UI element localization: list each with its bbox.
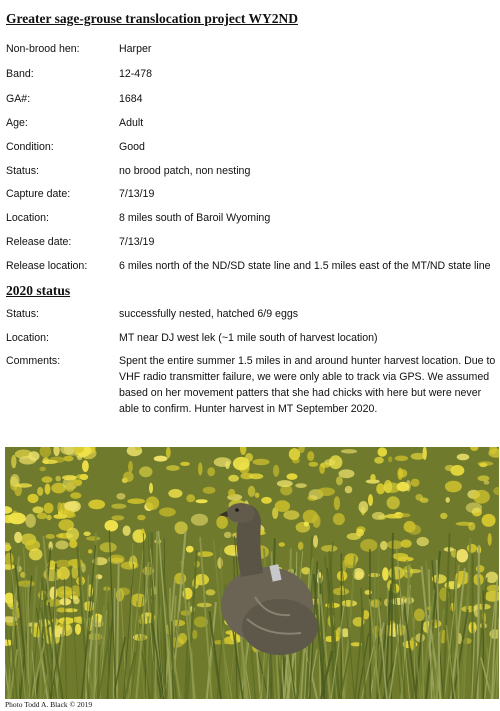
document-title: Greater sage-grouse translocation project WY2ND	[6, 11, 298, 26]
flower-cluster	[59, 533, 63, 537]
flower-cluster	[216, 516, 228, 529]
field-label: Capture date:	[6, 188, 71, 200]
flower-cluster	[473, 490, 490, 504]
flower-cluster	[168, 489, 182, 498]
flower-cluster	[139, 466, 152, 477]
flower-cluster	[58, 617, 74, 624]
flower-cluster	[317, 487, 335, 496]
flower-cluster	[378, 447, 388, 456]
flower-cluster	[457, 454, 470, 461]
field-value: successfully nested, hatched 6/9 eggs	[119, 308, 299, 320]
flower-cluster	[37, 487, 43, 496]
flower-cluster	[75, 624, 81, 635]
flower-cluster	[11, 455, 16, 468]
flower-cluster	[249, 473, 264, 479]
flower-cluster	[228, 489, 235, 497]
flower-cluster	[146, 496, 160, 510]
flower-cluster	[154, 456, 168, 462]
flower-cluster	[166, 465, 180, 471]
flower-cluster	[50, 587, 58, 600]
flower-cluster	[186, 546, 194, 553]
field-label: Release date:	[6, 236, 72, 248]
flower-cluster	[303, 510, 318, 524]
field-value: Good	[119, 141, 145, 153]
flower-cluster	[364, 590, 372, 595]
flower-cluster	[191, 514, 208, 526]
flower-cluster	[37, 513, 48, 520]
flower-cluster	[76, 474, 85, 479]
field-value: 8 miles south of Baroil Wyoming	[119, 212, 271, 224]
photo-credit: Photo Todd A. Black © 2019	[5, 700, 93, 709]
flower-cluster	[63, 456, 73, 462]
flower-cluster	[67, 513, 76, 517]
field-value: 6 miles north of the ND/SD state line and 1.5 miles east of the MT/ND state line	[119, 260, 491, 272]
flower-cluster	[70, 492, 81, 499]
flower-cluster	[198, 462, 202, 475]
field-label: GA#:	[6, 93, 31, 105]
flower-cluster	[77, 455, 82, 460]
flower-cluster	[64, 501, 78, 510]
flower-cluster	[440, 513, 447, 519]
flower-cluster	[397, 482, 410, 492]
flower-cluster	[217, 557, 222, 568]
flower-cluster	[62, 475, 77, 480]
field-label: Condition:	[6, 141, 54, 153]
flower-cluster	[105, 520, 119, 531]
flower-cluster	[88, 500, 105, 510]
flower-cluster	[248, 486, 256, 497]
flower-cluster	[196, 499, 208, 503]
flower-cluster	[8, 513, 26, 525]
flower-cluster	[57, 502, 62, 512]
flower-cluster	[370, 474, 375, 481]
flower-cluster	[141, 528, 145, 536]
flower-cluster	[42, 460, 58, 464]
flower-cluster	[478, 475, 490, 481]
flower-cluster	[192, 630, 197, 639]
flower-cluster	[333, 513, 345, 525]
flower-cluster	[42, 476, 53, 483]
flower-cluster	[57, 567, 70, 580]
flower-cluster	[228, 475, 239, 482]
field-label: Location:	[6, 332, 49, 344]
field-value: 7/13/19	[119, 188, 155, 200]
section-heading: 2020 status	[6, 283, 71, 298]
flower-cluster	[29, 548, 43, 560]
field-value: 1684	[119, 93, 143, 105]
field-value: MT near DJ west lek (~1 mile south of harvest location)	[119, 332, 378, 344]
flower-cluster	[207, 467, 215, 476]
flower-cluster	[88, 549, 93, 553]
flower-cluster	[277, 480, 293, 487]
flower-cluster	[195, 574, 209, 585]
grass-blade	[28, 584, 29, 699]
flower-cluster	[128, 461, 133, 473]
flower-cluster	[214, 457, 232, 467]
flower-cluster	[159, 507, 176, 516]
flower-cluster	[203, 487, 216, 494]
field-value: Spent the entire summer 1.5 miles in and around hunter harvest location. Due to VHF radio transmitter failure, we were only able to track via GPS. We assumed based on her movement patters that she had chicks with here but were never able to confirm. Hunter harvest in MT September 2020.	[119, 355, 496, 415]
flower-cluster	[66, 528, 79, 542]
field-value: 7/13/19	[119, 236, 155, 248]
flower-cluster	[388, 456, 392, 462]
flower-cluster	[149, 483, 153, 494]
flower-cluster	[387, 496, 400, 509]
flower-cluster	[404, 521, 416, 533]
flower-cluster	[341, 449, 357, 453]
flower-cluster	[137, 515, 145, 521]
flower-cluster	[166, 447, 171, 458]
flower-cluster	[368, 494, 373, 506]
flower-cluster	[55, 476, 61, 482]
flower-cluster	[298, 542, 304, 550]
flower-cluster	[127, 498, 145, 504]
field-label: Age:	[6, 117, 28, 129]
flower-cluster	[345, 486, 353, 493]
flower-cluster	[28, 451, 39, 461]
flower-cluster	[287, 473, 298, 480]
flower-cluster	[261, 497, 272, 504]
flower-cluster	[387, 540, 403, 549]
flower-cluster	[224, 532, 232, 538]
flower-cluster	[479, 463, 487, 467]
field-value: Harper	[119, 43, 152, 55]
flower-cluster	[289, 448, 300, 460]
flower-cluster	[111, 515, 124, 520]
flower-cluster	[28, 494, 39, 503]
flower-cluster	[283, 510, 299, 520]
flower-cluster	[14, 532, 22, 543]
flower-cluster	[411, 453, 426, 460]
flower-cluster	[395, 456, 408, 462]
flower-cluster	[380, 541, 387, 550]
field-label: Location:	[6, 212, 49, 224]
flower-cluster	[17, 580, 35, 587]
flower-cluster	[307, 451, 314, 461]
flower-cluster	[329, 455, 342, 469]
flower-cluster	[450, 465, 464, 476]
flower-cluster	[411, 479, 420, 487]
flower-cluster	[180, 462, 190, 466]
flower-cluster	[69, 540, 77, 548]
field-label: Comments:	[6, 355, 61, 367]
field-label: Band:	[6, 68, 34, 80]
flower-cluster	[372, 512, 385, 520]
flower-cluster	[417, 537, 429, 546]
flower-cluster	[295, 483, 307, 488]
flower-cluster	[111, 504, 126, 509]
flower-cluster	[65, 482, 75, 492]
flower-cluster	[356, 529, 364, 537]
flower-cluster	[206, 589, 216, 595]
flower-cluster	[392, 553, 408, 559]
flower-cluster	[123, 526, 131, 536]
flower-cluster	[456, 549, 468, 562]
flower-cluster	[25, 514, 36, 528]
flower-cluster	[81, 563, 85, 572]
flower-cluster	[309, 462, 319, 467]
field-label: Status:	[6, 165, 39, 177]
flower-cluster	[86, 536, 100, 541]
flower-cluster	[466, 502, 482, 513]
flower-cluster	[116, 493, 125, 500]
flower-cluster	[398, 469, 407, 477]
flower-cluster	[39, 467, 46, 472]
flower-cluster	[446, 497, 450, 503]
flower-cluster	[482, 514, 496, 527]
flower-cluster	[253, 459, 270, 465]
flower-cluster	[360, 539, 377, 552]
flower-cluster	[374, 457, 384, 464]
flower-cluster	[313, 535, 318, 548]
flower-cluster	[399, 513, 411, 517]
flower-cluster	[275, 500, 290, 512]
flower-cluster	[476, 565, 485, 572]
field-value: 12-478	[119, 68, 152, 80]
flower-cluster	[384, 480, 393, 493]
flower-cluster	[7, 602, 14, 607]
flower-cluster	[359, 501, 369, 513]
flower-cluster	[467, 544, 477, 553]
flower-cluster	[82, 460, 89, 472]
flower-cluster	[46, 534, 55, 539]
flower-cluster	[389, 567, 405, 580]
flower-cluster	[445, 481, 462, 493]
grass-blade	[18, 636, 19, 699]
flower-cluster	[100, 542, 117, 552]
flower-cluster	[186, 494, 195, 502]
sage-grouse-photo	[5, 447, 499, 699]
flower-cluster	[233, 457, 250, 470]
field-label: Status:	[6, 308, 39, 320]
flower-cluster	[178, 633, 187, 644]
flower-cluster	[56, 608, 68, 613]
flower-cluster	[255, 493, 260, 498]
flower-cluster	[488, 533, 492, 546]
flower-cluster	[336, 476, 343, 485]
flower-cluster	[123, 472, 134, 483]
flower-cluster	[197, 551, 213, 557]
flower-cluster	[55, 540, 68, 549]
field-value: no brood patch, non nesting	[119, 165, 251, 177]
flower-cluster	[71, 566, 78, 579]
flower-cluster	[45, 484, 51, 495]
field-value: Adult	[119, 117, 144, 129]
flower-cluster	[53, 514, 67, 519]
flower-cluster	[32, 506, 43, 513]
flower-cluster	[84, 532, 91, 537]
flower-cluster	[382, 567, 389, 581]
photo-scene	[5, 447, 499, 699]
flower-cluster	[415, 494, 423, 501]
flower-cluster	[401, 540, 412, 548]
flower-cluster	[334, 496, 340, 510]
flower-cluster	[468, 522, 475, 531]
flower-cluster	[339, 469, 355, 478]
flower-cluster	[44, 503, 54, 514]
field-label: Release location:	[6, 260, 88, 272]
flower-cluster	[10, 474, 19, 487]
flower-cluster	[273, 465, 279, 477]
flower-cluster	[279, 542, 285, 547]
flower-cluster	[73, 597, 80, 604]
field-label: Non-brood hen:	[6, 43, 80, 55]
flower-cluster	[414, 609, 425, 622]
